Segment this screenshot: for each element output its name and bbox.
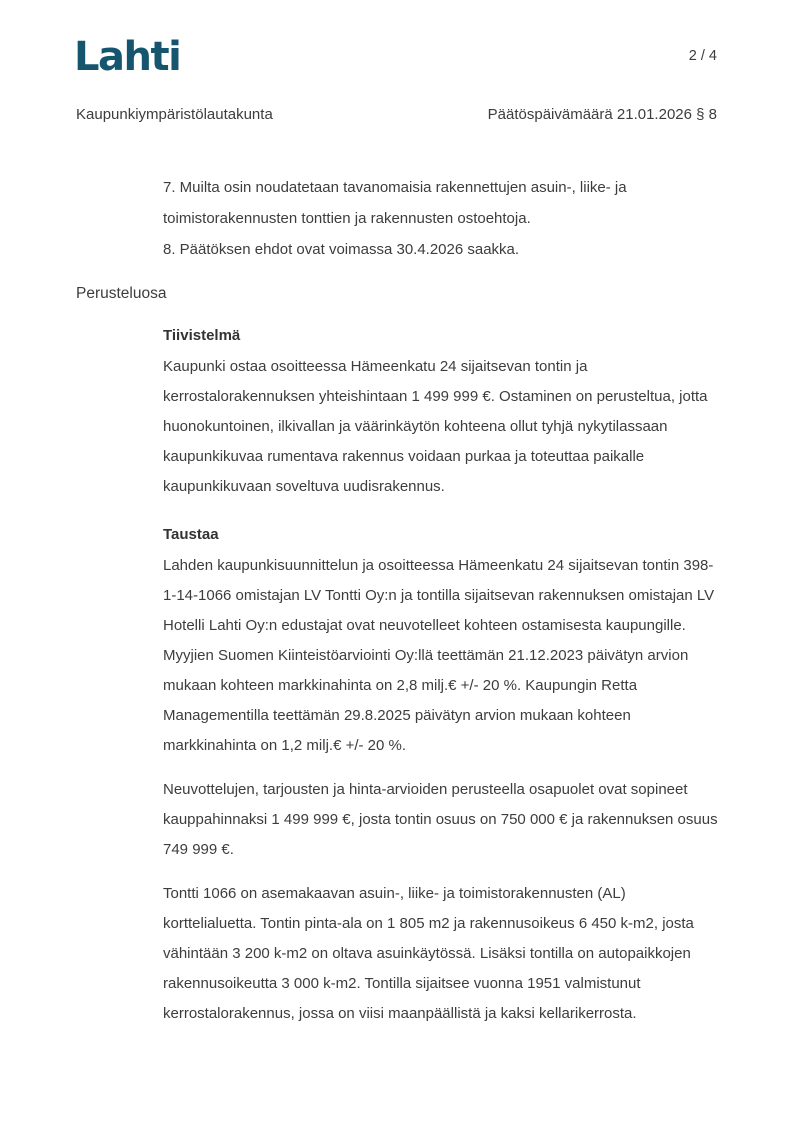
decision-conditions-list (163, 172, 723, 265)
section-label-perusteluosa: Perusteluosa (76, 285, 167, 302)
taustaa-paragraph-3: Tontti 1066 on asemakaavan asuin-, liike- ja toimistorakennusten (AL) korttelialuetta. Tontin pinta-ala on 1 805 m2 ja rakennusoikeus 6 450 k-m2, josta vähintään 3 200 k-m2 on oltava asuinkäytössä. Lisäksi tontilla on autopaikkojen rakennusoikeutta 3 000 k-m2. Tontilla sijaitsee vuonna 1951 valmistunut kerrostalorakennus, jossa on viisi maanpäällistä ja kaksi kellarikerrosta. (163, 885, 694, 1022)
taustaa-paragraph-2: Neuvottelujen, tarjousten ja hinta-arvioiden perusteella osapuolet ovat sopineet kauppahinnaksi 1 499 999 €, josta tontin osuus on 750 000 € ja rakennuksen osuus 749 999 €. (163, 781, 718, 858)
document-header-row (76, 106, 717, 123)
committee-name: Kaupunkiympäristölautakunta (76, 106, 273, 123)
heading-taustaa: Taustaa (163, 526, 219, 543)
tiivistelma-paragraph: Kaupunki ostaa osoitteessa Hämeenkatu 24 sijaitsevan tontin ja kerrostalorakennuksen yhteishintaan 1 499 999 €. Ostaminen on perusteltua, jotta huonokuntoinen, ilkivallan ja väärinkäytön kohteena ollut tyhjä nykytilassaan kaupunkikuvaa rumentava rakennus voidaan purkaa ja toteuttaa paikalle kaupunkikuvaan soveltuva uudisrakennus. (163, 358, 708, 495)
decision-condition-8: 8. Päätöksen ehdot ovat voimassa 30.4.2026 saakka. (163, 241, 520, 258)
lahti-logo: Lahti (74, 34, 181, 80)
document-body (76, 172, 717, 1043)
heading-tiivistelma: Tiivistelmä (163, 327, 241, 344)
decision-condition-7: 7. Muilta osin noudatetaan tavanomaisia rakennettujen asuin-, liike- ja toimistorakennusten tonttien ja rakennusten ostoehtoja. (163, 179, 627, 227)
justification-content (163, 327, 723, 1029)
taustaa-paragraph-1: Lahden kaupunkisuunnittelun ja osoitteessa Hämeenkatu 24 sijaitsevan tontin 398-1-14-1066 omistajan LV Tontti Oy:n ja tontilla sijaitsevan rakennuksen omistajan LV Hotelli Lahti Oy:n edustajat ovat neuvotelleet kohteen ostamisesta kaupungille. Myyjien Suomen Kiinteistöarviointi Oy:llä teettämän 21.12.2023 päivätyn arvion mukaan kohteen markkinahinta on 2,8 milj.€ +/- 20 %. Kaupungin Retta Managementilla teettämän 29.8.2025 päivätyn arvion mukaan kohteen markkinahinta on 1,2 milj.€ +/- 20 %. (163, 557, 715, 754)
decision-date: Päätöspäivämäärä 21.01.2026 § 8 (487, 106, 717, 123)
page-number: 2 / 4 (688, 48, 717, 64)
